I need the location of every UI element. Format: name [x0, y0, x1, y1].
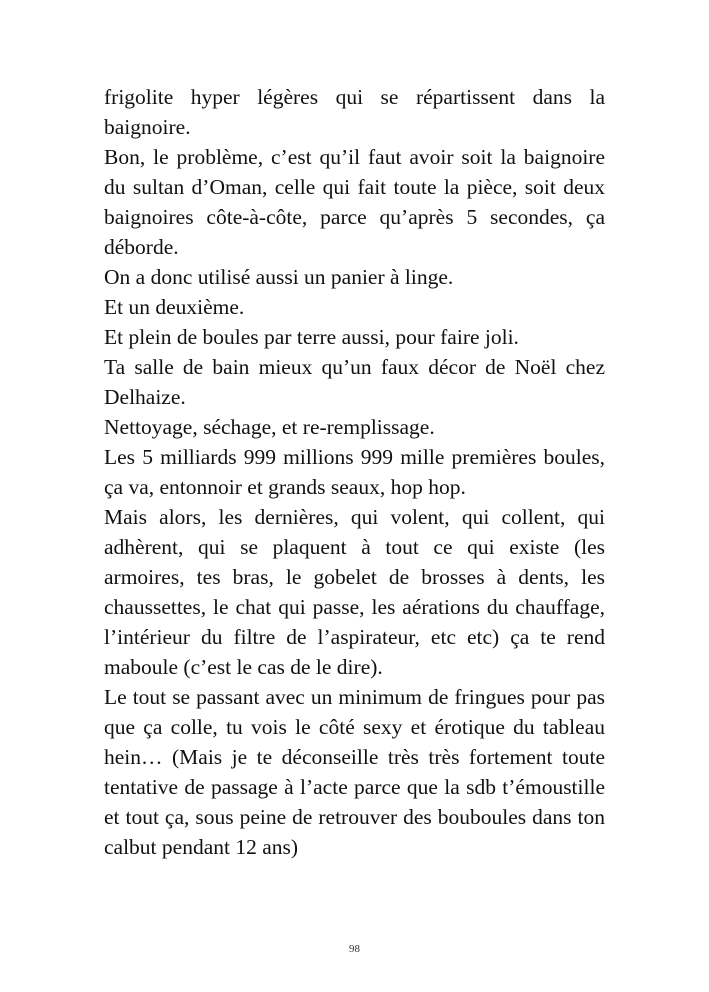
- page-number: 98: [349, 943, 360, 955]
- paragraph: Et un deuxième.: [104, 295, 245, 319]
- paragraph: Ta salle de bain mieux qu’un faux décor de Noël chez Delhaize.: [104, 355, 605, 409]
- paragraph: On a donc utilisé aussi un panier à linge.: [104, 265, 454, 289]
- paragraph: Nettoyage, séchage, et re-remplissage.: [104, 415, 435, 439]
- body-text: [104, 82, 605, 862]
- paragraph: Et plein de boules par terre aussi, pour faire joli.: [104, 325, 519, 349]
- paragraph: Le tout se passant avec un minimum de fringues pour pas que ça colle, tu vois le côté sexy et érotique du tableau hein… (Mais je te déconseille très très fortement toute tentative de passage à l’acte parce que la sdb t’émoustille et tout ça, sous peine de retrouver des bouboules dans ton calbut pendant 12 ans): [104, 685, 605, 859]
- paragraph: frigolite hyper légères qui se répartissent dans la baignoire.: [104, 85, 605, 139]
- paragraph: Mais alors, les dernières, qui volent, qui collent, qui adhèrent, qui se plaquent à tout ce qui existe (les armoires, tes bras, le gobelet de brosses à dents, les chaussettes, le chat qui passe, les aérations du chauffage, l’intérieur du filtre de l’aspirateur, etc etc) ça te rend maboule (c’est le cas de le dire).: [104, 505, 605, 679]
- paragraph: Bon, le problème, c’est qu’il faut avoir soit la baignoire du sultan d’Oman, celle qui fait toute la pièce, soit deux baignoires côte-à-côte, parce qu’après 5 secondes, ça déborde.: [104, 145, 605, 259]
- paragraph: Les 5 milliards 999 millions 999 mille premières boules, ça va, entonnoir et grands seaux, hop hop.: [104, 445, 605, 499]
